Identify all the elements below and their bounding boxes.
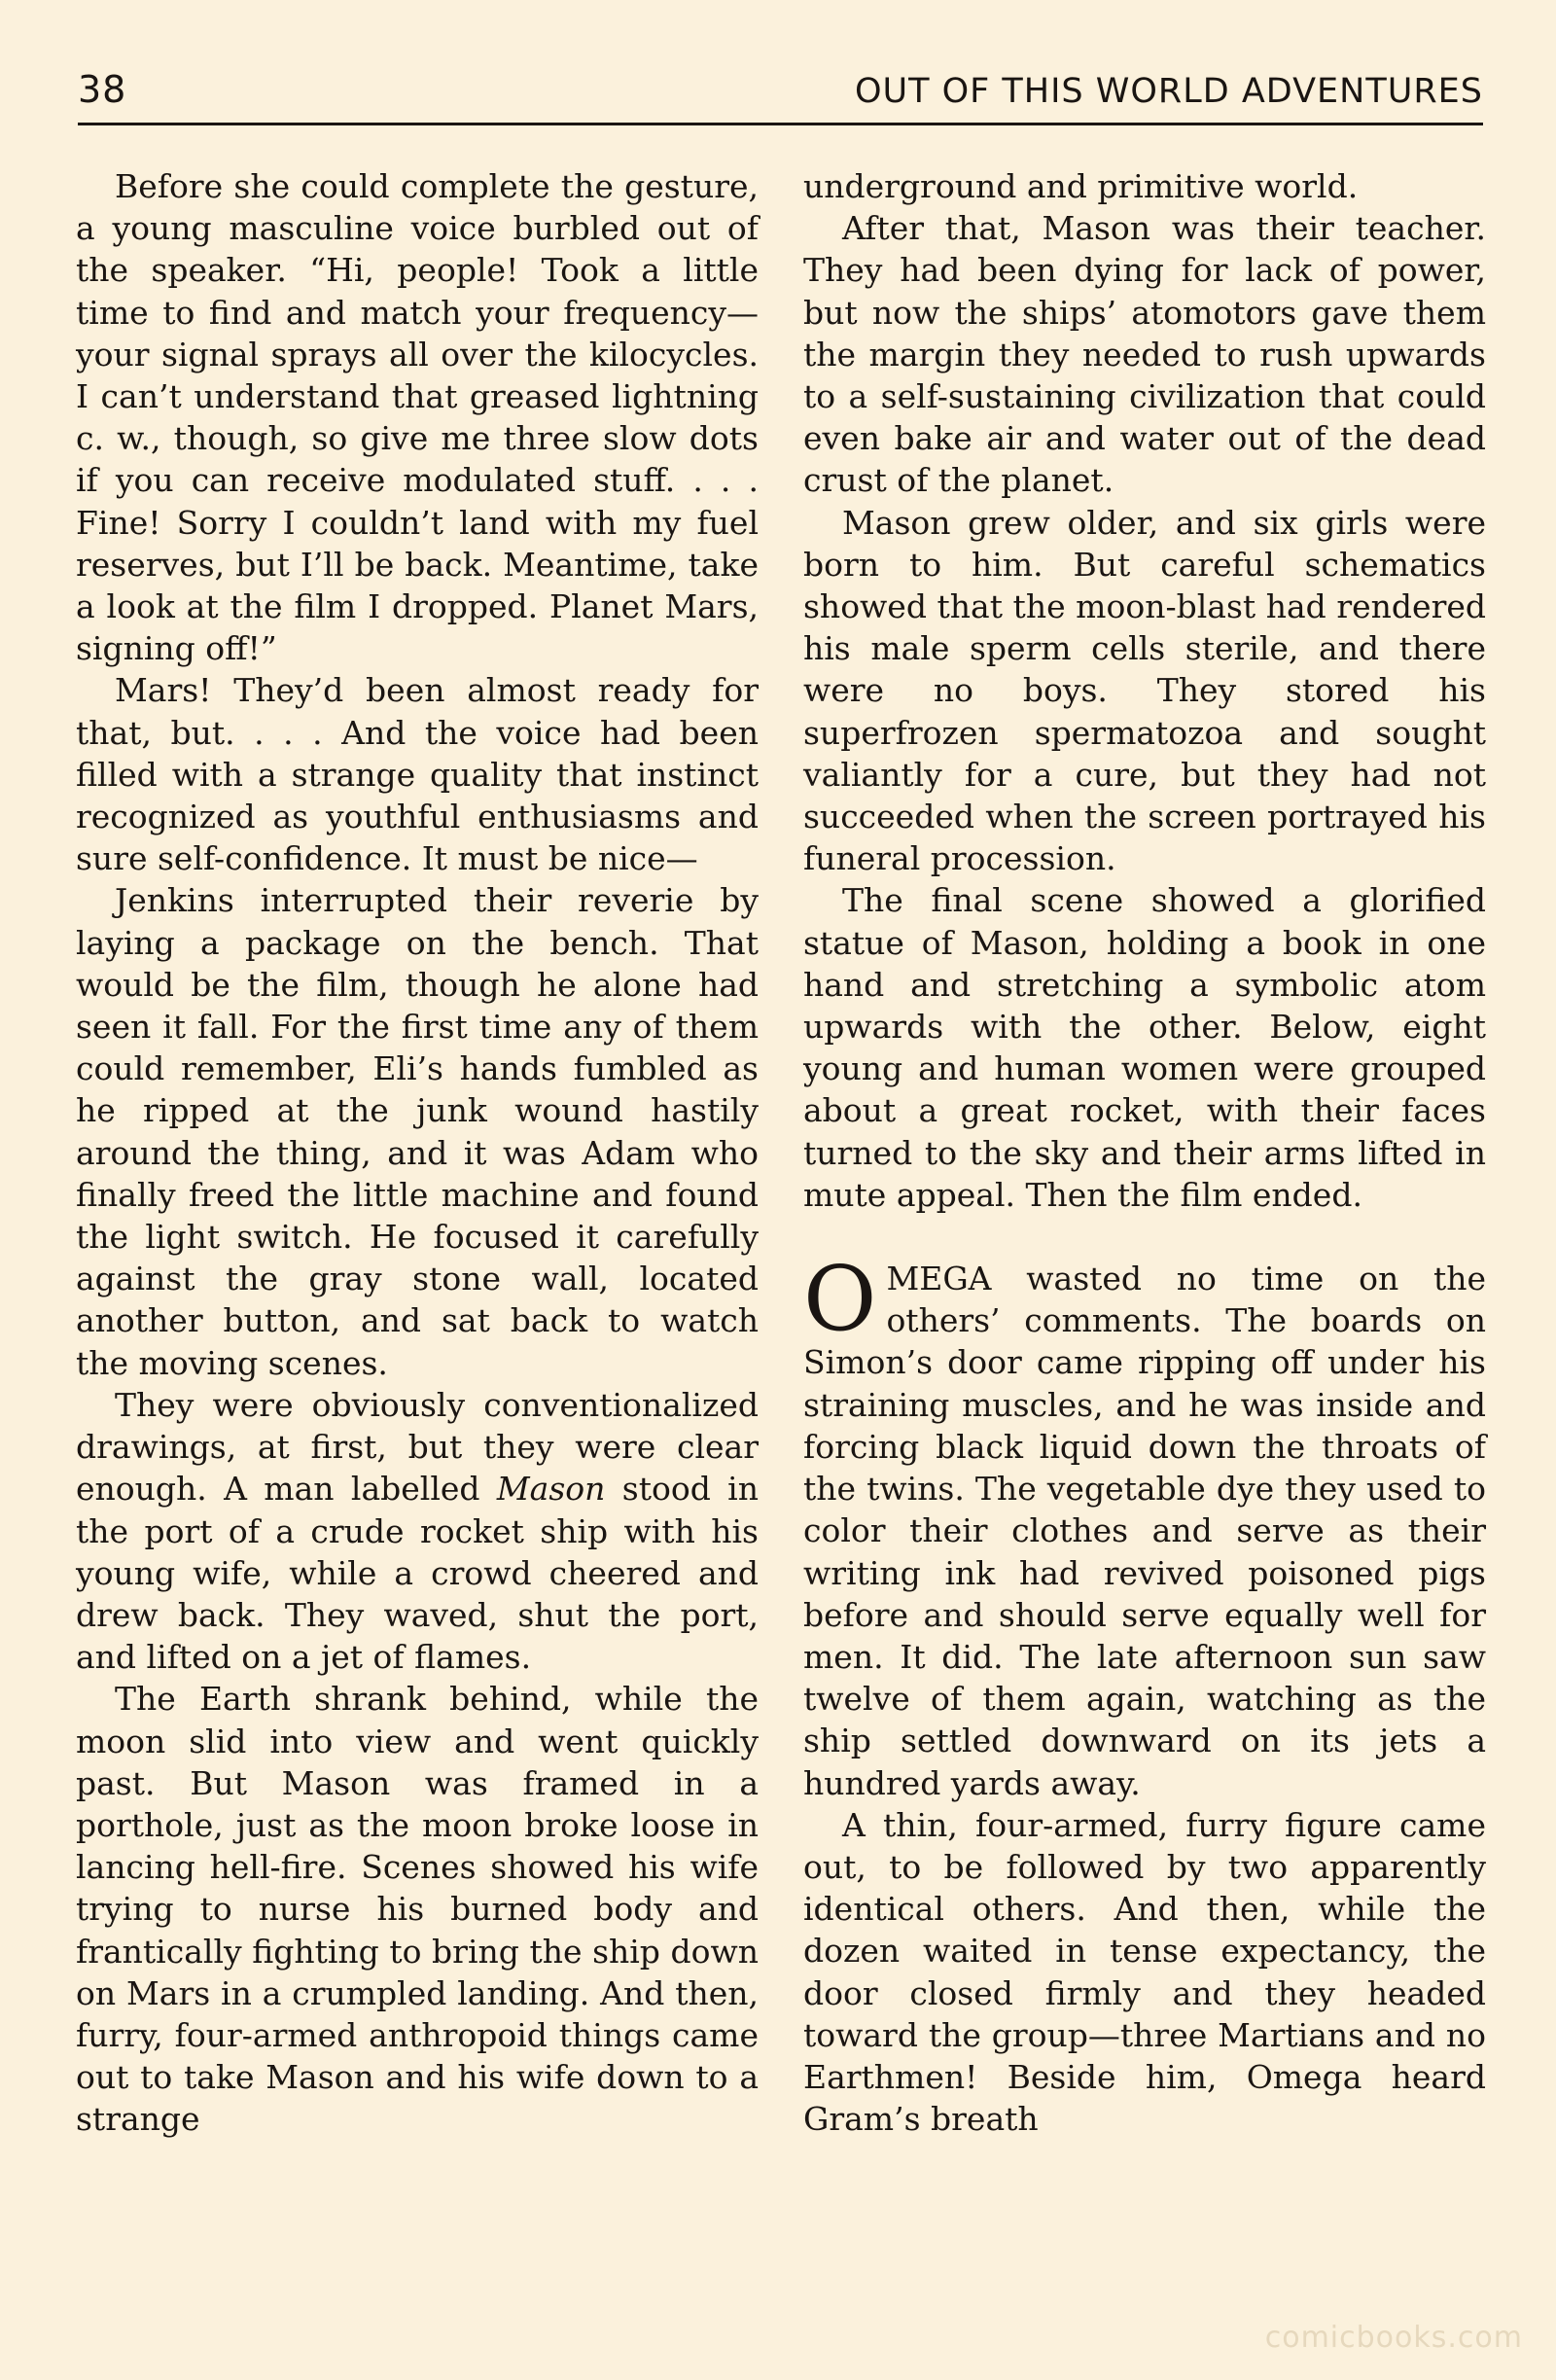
paragraph: Mason grew older, and six girls were born to him. But careful schematics showed that the moon-blast had rendered his male sperm cells sterile, and there were no boys. They stored his superfrozen spermatozoa and sought valiantly for a cure, but they had not succeeded when the screen portrayed his funeral procession. [803, 503, 1486, 878]
right-column [803, 165, 1486, 2140]
paragraph [76, 1384, 759, 1678]
paragraph-text: MEGA wasted no time on the others’ comments. The boards on Simon’s door came ripping off under his straining muscles, and he was inside and forcing black liquid down the throats of the twins. The vegetable dye they used to color their clothes and serve as their writing ink had revived poisoned pigs before and should serve equally well for men. It did. The late afternoon sun saw twelve of them again, watching as the ship settled downward on its jets a hundred yards away. [803, 1260, 1486, 1802]
running-title: OUT OF THIS WORLD ADVENTURES [854, 72, 1483, 111]
paragraph: Before she could complete the gesture, a young masculine voice burbled out of the speaker. “Hi, people! Took a little time to find and match your frequency—your signal sprays all over the kilocycles. I can’t understand that greased lightning c. w., though, so give me three slow dots if you can receive modulated stuff. . . . Fine! Sorry I couldn’t land with my fuel reserves, but I’ll be back. Meantime, take a look at the film I dropped. Planet Mars, signing off!” [76, 167, 759, 668]
paragraph: After that, Mason was their teacher. They had been dying for lack of power, but now the ships’ atomotors gave them the margin they needed to rush upwards to a self-sustaining civilization that could even bake air and water out of the dead crust of the planet. [803, 209, 1486, 500]
paragraph: Mars! They’d been almost ready for that, but. . . . And the voice had been filled with a strange quality that instinct recognized as youthful enthusiasms and sure self-confidence. It must be nice— [76, 671, 759, 878]
drop-cap: O [803, 1247, 877, 1352]
paragraph-text: stood in the port of a crude rocket ship with his young wife, while a crowd cheered and drew back. They waved, shut the port, and lifted on a jet of flames. [76, 1470, 759, 1677]
paragraph: Jenkins interrupted their reverie by laying a package on the bench. That would be the film, though he alone had seen it fall. For the first time any of them could remember, Eli’s hands fumbled as he ripped at the junk wound hastily around the thing, and it was Adam who finally freed the little machine and found the light switch. He focused it carefully against the gray stone wall, located another button, and sat back to watch the moving scenes. [76, 881, 759, 1382]
emphasis-text: Mason [496, 1470, 606, 1509]
paragraph-continued: underground and primitive world. [803, 167, 1359, 205]
watermark: comicbooks.com [1264, 2321, 1523, 2355]
paragraph: A thin, four-armed, furry figure came out, to be followed by two apparently identical others. And then, while the dozen waited in tense expectancy, the door closed firmly and they headed toward the group—three Martians and no Earthmen! Beside him, Omega heard Gram’s breath [803, 1805, 1486, 2139]
paragraph: The Earth shrank behind, while the moon slid into view and went quickly past. But Mason was framed in a porthole, just as the moon broke loose in lancing hell-fire. Scenes showed his wife trying to nurse his burned body and frantically fighting to bring the ship down on Mars in a crumpled landing. And then, furry, four-armed anthropoid things came out to take Mason and his wife down to a strange [76, 1680, 759, 2139]
page-number: 38 [78, 68, 127, 111]
page-header [78, 68, 1483, 119]
left-column [76, 165, 759, 2141]
header-rule [78, 123, 1483, 125]
section-opening-paragraph [803, 1247, 1486, 1804]
paragraph: The final scene showed a glorified statue of Mason, holding a book in one hand and stretching a symbolic atom upwards with the other. Below, eight young and human women were grouped about a great rocket, with their faces turned to the sky and their arms lifted in mute appeal. Then the film ended. [803, 881, 1486, 1214]
paragraph-text: They were obviously conventionalized drawings, at first, but they were clear enough. A man labelled [76, 1385, 759, 1509]
